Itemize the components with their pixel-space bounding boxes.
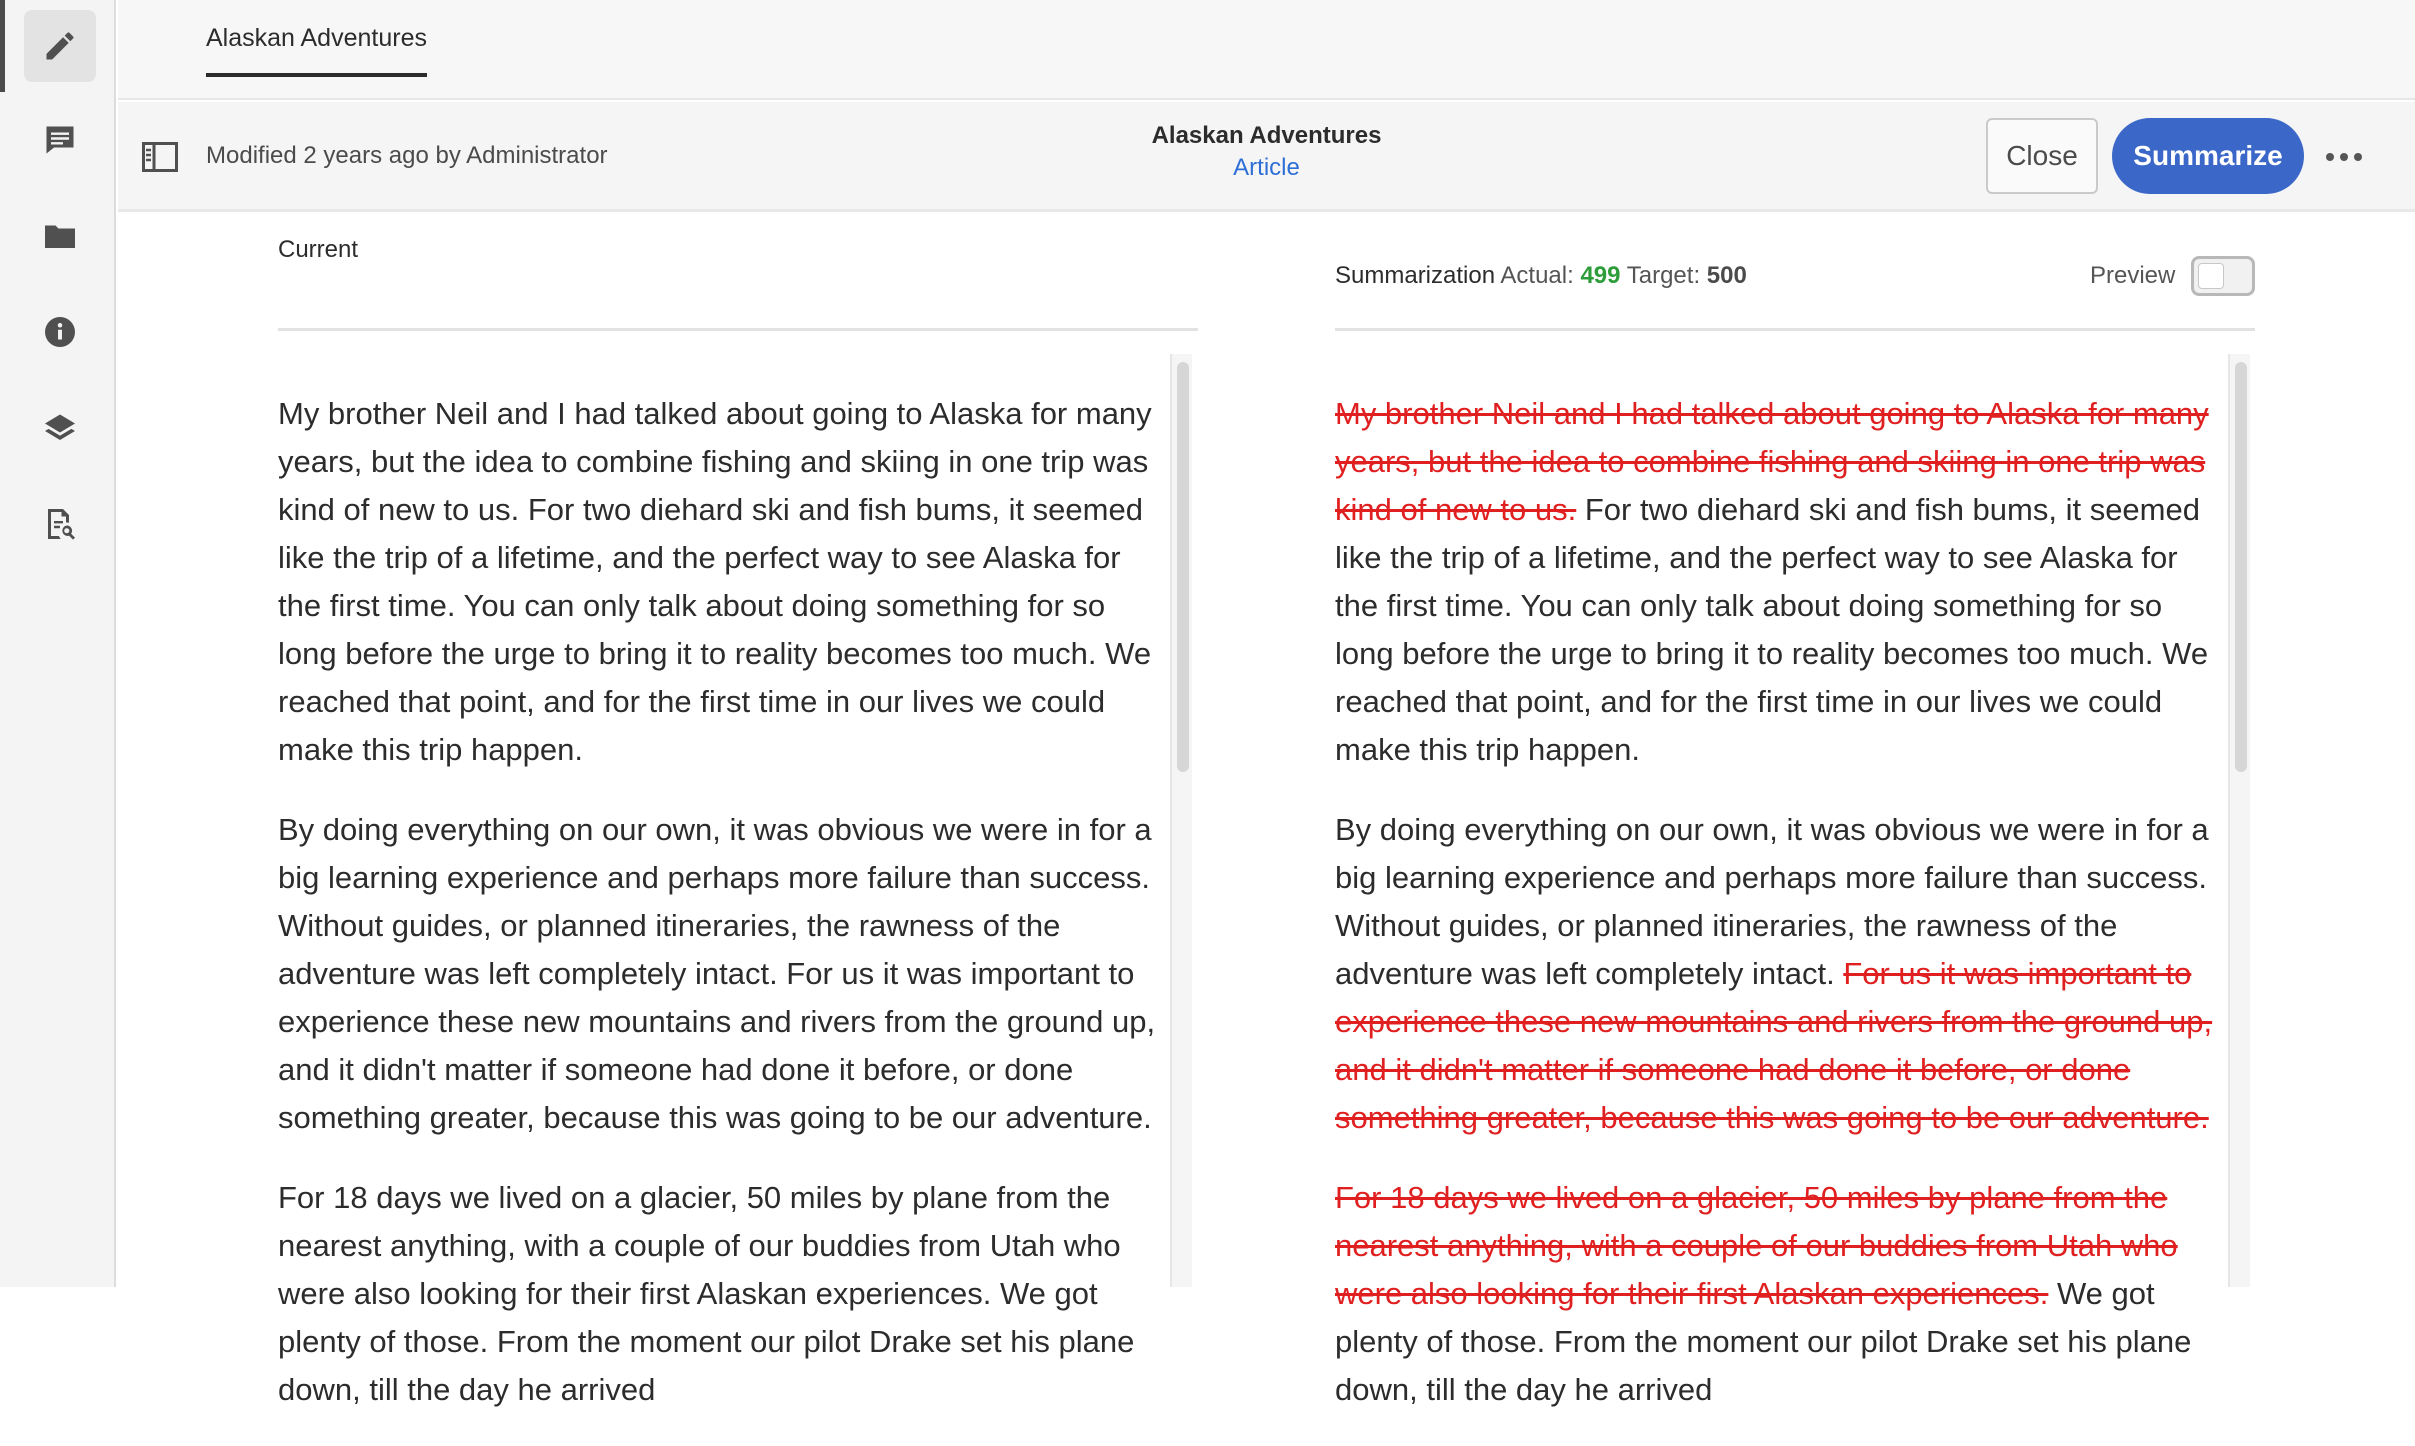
paragraph: My brother Neil and I had talked about going to Alaska for many years, but the idea to combine fishing and skiing in one trip was kind of new to us. For two diehard ski and fish bums, it seemed like the trip of a lifetime, and the perfect way to see Alaska for the first time. You can only talk about doing something for so long before the urge to bring it to reality becomes too much. We reached that point, and for the first time in our lives we could make this trip happen. (278, 396, 1152, 767)
edit-icon (42, 28, 78, 64)
layers-button[interactable] (24, 392, 96, 464)
current-text (278, 390, 1163, 1446)
close-button[interactable]: Close (1986, 118, 2098, 194)
more-dot-icon (2354, 153, 2362, 161)
document-title: Alaskan Adventures (1151, 122, 1382, 149)
more-actions-button[interactable] (2322, 140, 2366, 174)
edit-button[interactable] (24, 10, 96, 82)
actual-value: 499 (1580, 262, 1621, 289)
tab-alaskan-adventures[interactable]: Alaskan Adventures (206, 24, 427, 77)
more-dot-icon (2340, 153, 2348, 161)
kept-text: For two diehard ski and fish bums, it seemed like the trip of a lifetime, and the perfect way to see Alaska for the first time. You can only talk about doing something for so long before the urge to bring it to reality becomes too much. We reached that point, and for the first time in our lives we could make this trip happen. (1335, 492, 2209, 767)
rail-active-indicator (0, 0, 5, 92)
toggle-knob (2198, 263, 2224, 289)
paragraph: For 18 days we lived on a glacier, 50 miles by plane from the nearest anything, with a couple of our buddies from Utah who were also looking for their first Alaskan experiences. We got plenty of those. From the moment our pilot Drake set his plane down, till the day he arrived (278, 1180, 1135, 1407)
paragraph (1335, 390, 2220, 774)
comment-icon (42, 122, 78, 158)
folder-icon (42, 218, 78, 254)
scroll-thumb[interactable] (1177, 362, 1189, 772)
preview-label: Preview (2090, 262, 2176, 289)
current-scrollbar[interactable] (1170, 354, 1192, 1287)
info-button[interactable] (24, 296, 96, 368)
divider (1335, 328, 2255, 331)
summarized-text (1335, 390, 2220, 1446)
search-document-button[interactable] (24, 488, 96, 560)
layers-icon (42, 410, 78, 446)
left-rail (0, 0, 116, 1287)
deleted-text: For us it was important to experience these new mountains and rivers from the ground up, and it didn't matter if someone had done it before, or done something greater, because this was going to be our adventure. (1335, 956, 2213, 1135)
current-label: Current (278, 236, 359, 263)
info-icon (42, 314, 78, 350)
assets-button[interactable] (24, 200, 96, 272)
divider (278, 328, 1198, 331)
editor-header (118, 102, 2415, 212)
paragraph (1335, 1174, 2220, 1414)
actual-label: Actual: (1500, 262, 1574, 289)
more-dot-icon (2326, 153, 2334, 161)
search-document-icon (42, 506, 78, 542)
kept-text: We got plenty of those. From the moment our pilot Drake set his plane down, till the day he arrived (1335, 1276, 2192, 1407)
deleted-text: My brother Neil and I had talked about going to Alaska for many years, but the idea to combine fishing and skiing in one trip was kind of new to us. (1335, 396, 2209, 527)
kept-text: By doing everything on our own, it was obvious we were in for a big learning experience and perhaps more failure than success. Without guides, or planned itineraries, the rawness of the adventure was left completely intact. (1335, 812, 2209, 991)
scroll-thumb[interactable] (2235, 362, 2247, 772)
comments-button[interactable] (24, 104, 96, 176)
paragraph: By doing everything on our own, it was obvious we were in for a big learning experience and perhaps more failure than success. Without guides, or planned itineraries, the rawness of the adventure was left completely intact. For us it was important to experience these new mountains and rivers from the ground up, and it didn't matter if someone had done it before, or done something greater, because this was going to be our adventure. (278, 812, 1156, 1135)
preview-toggle[interactable] (2191, 256, 2255, 296)
summarization-label: Summarization (1335, 262, 1496, 289)
target-label: Target: (1626, 262, 1701, 289)
summary-scrollbar[interactable] (2228, 354, 2250, 1287)
target-value: 500 (1706, 262, 1747, 289)
deleted-text: For 18 days we lived on a glacier, 50 miles by plane from the nearest anything, with a couple of our buddies from Utah who were also looking for their first Alaskan experiences. (1335, 1180, 2178, 1311)
summarization-stats (1335, 262, 1747, 290)
tab-bar (118, 0, 2415, 100)
summarize-button[interactable]: Summarize (2112, 118, 2304, 194)
modified-info: Modified 2 years ago by Administrator (206, 142, 608, 169)
paragraph (1335, 806, 2220, 1142)
document-type-link[interactable]: Article (1233, 154, 1300, 181)
